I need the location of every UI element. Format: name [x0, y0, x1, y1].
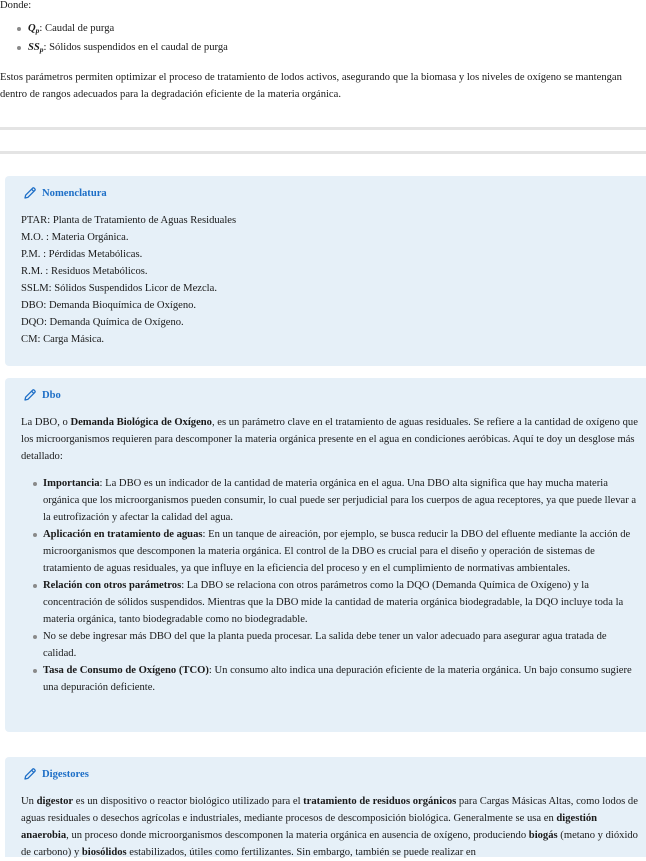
dbo-list-item: [21, 662, 638, 696]
digestores-text: para Cargas Másicas Altas, como lodos de aguas residuales o desechos agrícolas e industriales, mediante procesos de descomposición biológica. Generalmente se usa en: [21, 796, 638, 824]
digestores-text: (metano y dióxido de carbono) y: [21, 830, 638, 858]
qp-symbol: Q: [28, 23, 36, 34]
nomenclatura-item: PTAR: Planta de Tratamiento de Aguas Residuales: [21, 215, 237, 226]
dbo-title: [21, 386, 638, 404]
nomenclatura-item: SSLM: Sólidos Suspendidos Licor de Mezcla.: [21, 283, 217, 294]
dbo-item-bold: Importancia: [43, 478, 100, 489]
dbo-item-text: No se debe ingresar más DBO del que la planta pueda procesar. La salida debe tener un valor adecuado para asegurar agua tratada de calidad.: [43, 631, 607, 659]
nomenclatura-item: CM: Carga Másica.: [21, 334, 105, 345]
digestores-bold: biosólidos: [81, 847, 127, 858]
pencil-icon: [23, 186, 37, 200]
nomenclatura-item: M.O. : Materia Orgánica.: [21, 232, 129, 243]
dbo-intro-text: La DBO, o: [21, 417, 71, 428]
dbo-list-item: [21, 628, 638, 662]
digestores-bold: tratamiento de residuos orgánicos: [303, 796, 457, 807]
dbo-list-item: [21, 577, 638, 628]
nomenclatura-list: [21, 212, 646, 348]
dbo-item-text: : En un tanque de aireación, por ejemplo, se busca reducir la DBO del efluente mediante la acción de microorganismos que descomponen la materia orgánica. El control de la DBO es crucial para el diseño y operación de sistemas de tratamiento de aguas residuales, ya que influye en la eficiencia del proceso y en el cumplimiento de normativas ambientales.: [43, 529, 631, 574]
qp-text: : Caudal de purga: [39, 23, 115, 34]
digestores-text: Un: [21, 796, 37, 807]
dbo-item-bold: Tasa de Consumo de Oxígeno (TCO): [43, 665, 209, 676]
ssp-symbol: SS: [28, 42, 40, 53]
digestores-text: es un dispositivo o reactor biológico utilizado para el: [73, 796, 304, 807]
pencil-icon: [23, 388, 37, 402]
intro-paragraph: Estos parámetros permiten optimizar el proceso de tratamiento de lodos activos, asegurando que la biomasa y los niveles de oxígeno se mantengan dentro de rangos adecuados para la degradación eficiente de la materia orgánica.: [0, 72, 622, 100]
digestores-text: estabilizados, útiles como fertilizantes. Sin embargo, también se puede realizar en: [126, 847, 476, 858]
dbo-list-item: [21, 526, 638, 577]
ssp-subscript: p: [39, 45, 44, 54]
definition-qp: [0, 20, 640, 39]
nomenclatura-item: DQO: Demanda Química de Oxígeno.: [21, 317, 184, 328]
nomenclatura-item: R.M. : Residuos Metabólicos.: [21, 266, 148, 277]
divider-2: [0, 151, 646, 154]
dbo-item-bold: Aplicación en tratamiento de aguas: [43, 529, 203, 540]
nomenclatura-item: DBO: Demanda Bioquímica de Oxígeno.: [21, 300, 197, 311]
nomenclatura-item: P.M. : Pérdidas Metabólicas.: [21, 249, 143, 260]
intro-section: [0, 0, 646, 103]
nomenclatura-box: [5, 176, 646, 366]
nomenclatura-title: [21, 184, 646, 202]
definition-ssp: [0, 39, 640, 58]
digestores-bold: digestión anaerobia: [21, 813, 598, 841]
digestores-bold: biogás: [528, 830, 558, 841]
dbo-item-text: : La DBO se relaciona con otros parámetros como la DQO (Demanda Química de Oxígeno) y la concentración de sólidos suspendidos. Mientras que la DBO mide la cantidad de materia orgánica biodegradable, la DQO incluye toda la materia orgánica, tanto biodegradable como no biodegradable.: [43, 580, 624, 625]
ssp-text: : Sólidos suspendidos en el caudal de purga: [43, 42, 228, 53]
dbo-box: [5, 378, 646, 732]
digestores-title: [21, 765, 640, 783]
digestores-box: [5, 757, 646, 857]
divider-1: [0, 127, 646, 130]
nomenclatura-title-text: Nomenclatura: [42, 187, 107, 199]
digestores-bold: digestor: [36, 796, 74, 807]
digestores-text: , un proceso donde microorganismos descomponen la materia orgánica en ausencia de oxígeno, produciendo: [66, 830, 529, 841]
dbo-intro: [21, 414, 638, 465]
donde-label: Donde:: [0, 0, 32, 11]
qp-subscript: p: [35, 26, 40, 35]
dbo-list: [21, 475, 638, 696]
dbo-title-text: Dbo: [42, 389, 61, 401]
dbo-item-bold: Relación con otros parámetros: [43, 580, 182, 591]
definitions-list: [0, 20, 640, 58]
digestores-title-text: Digestores: [42, 768, 89, 780]
dbo-item-text: : La DBO es un indicador de la cantidad de materia orgánica en el agua. Una DBO alta significa que hay mucha materia orgánica que los microorganismos pueden consumir, lo cual puede ser perjudicial para los cuerpos de agua receptores, ya que puede llevar a la eutrofización y afectar la calidad del agua.: [43, 478, 637, 523]
dbo-intro-bold: Demanda Biológica de Oxígeno: [70, 417, 212, 428]
dbo-item-text: : Un consumo alto indica una depuración eficiente de la materia orgánica. Un bajo consumo sugiere una depuración deficiente.: [43, 665, 632, 693]
dbo-list-item: [21, 475, 638, 526]
digestores-paragraph: [21, 793, 640, 861]
pencil-icon: [23, 767, 37, 781]
dbo-intro-text: , es un parámetro clave en el tratamiento de aguas residuales. Se refiere a la cantidad de oxígeno que los microorganismos requieren para descomponer la materia orgánica presente en el agua en condiciones aeróbicas. Aquí te doy un desglose más detallado:: [21, 417, 638, 462]
